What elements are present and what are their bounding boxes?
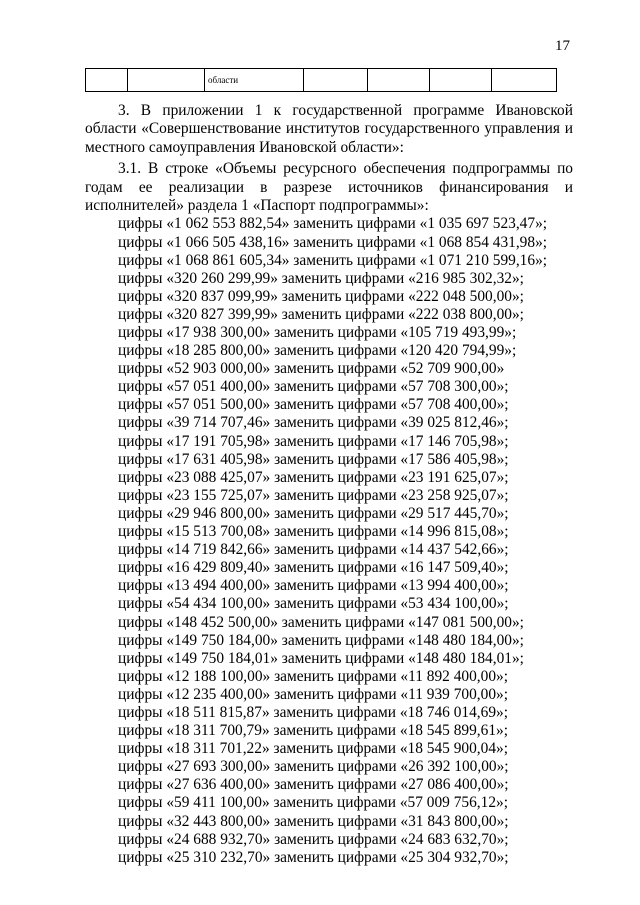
replacement-line: цифры «59 411 100,00» заменить цифрами «57 009 756,12»;	[118, 794, 508, 812]
table-row	[86, 69, 557, 92]
replacement-line: цифры «320 837 099,99» заменить цифрами «222 048 500,00»;	[118, 287, 524, 305]
page-number: 17	[555, 38, 570, 54]
replacement-line: цифры «23 155 725,07» заменить цифрами «23 258 925,07»;	[118, 486, 509, 504]
replacement-line: цифры «24 688 932,70» заменить цифрами «24 683 632,70»;	[118, 830, 509, 848]
replacement-line: цифры «54 434 100,00» заменить цифрами «53 434 100,00»;	[118, 595, 509, 613]
replacement-line: цифры «18 311 701,22» заменить цифрами «18 545 900,04»;	[118, 740, 508, 758]
table-cell	[492, 69, 557, 92]
replacement-line: цифры «27 693 300,00» заменить цифрами «26 392 100,00»;	[118, 758, 509, 776]
replacement-line: цифры «320 260 299,99» заменить цифрами «216 985 302,32»;	[118, 269, 524, 287]
replacement-line: цифры «18 511 815,87» заменить цифрами «18 746 014,69»;	[118, 703, 508, 721]
replacement-line: цифры «14 719 842,66» заменить цифрами «14 437 542,66»;	[118, 541, 509, 559]
replacement-line: цифры «17 631 405,98» заменить цифрами «17 586 405,98»;	[118, 450, 509, 468]
paragraph-item-3-1: 3.1. В строке «Объемы ресурсного обеспечения подпрограммы по годам ее реализации в разрезе источников финансирования и исполнителей» раздела 1 «Паспорт подпрограммы»:	[85, 160, 573, 215]
replacement-line: цифры «15 513 700,08» заменить цифрами «14 996 815,08»;	[118, 523, 509, 541]
document-body	[85, 99, 573, 867]
paragraph-item-3: 3. В приложении 1 к государственной программе Ивановской области «Совершенствование институтов государственного управления и местного самоуправления Ивановской области»:	[85, 102, 573, 156]
table-cell	[304, 69, 368, 92]
replacement-line: цифры «1 068 861 605,34» заменить цифрами «1 071 210 599,16»;	[118, 251, 548, 269]
replacement-line: цифры «149 750 184,01» заменить цифрами «148 480 184,01»;	[118, 649, 524, 667]
replacement-line: цифры «25 310 232,70» заменить цифрами «25 304 932,70»;	[118, 848, 509, 866]
replacement-line: цифры «57 051 400,00» заменить цифрами «57 708 300,00»;	[118, 378, 509, 396]
replacement-line: цифры «52 903 000,00» заменить цифрами «52 709 900,00»	[118, 360, 505, 378]
replacement-line: цифры «18 285 800,00» заменить цифрами «120 420 794,99»;	[118, 342, 517, 360]
replacement-line: цифры «149 750 184,00» заменить цифрами «148 480 184,00»;	[118, 631, 524, 649]
table-cell	[86, 69, 128, 92]
replacement-line: цифры «1 062 553 882,54» заменить цифрами «1 035 697 523,47»;	[118, 215, 548, 233]
table-fragment	[85, 68, 557, 92]
replacement-line: цифры «39 714 707,46» заменить цифрами «39 025 812,46»;	[118, 414, 509, 432]
replacement-line: цифры «23 088 425,07» заменить цифрами «23 191 625,07»;	[118, 468, 509, 486]
replacement-line: цифры «32 443 800,00» заменить цифрами «31 843 800,00»;	[118, 812, 509, 830]
replacement-line: цифры «29 946 800,00» заменить цифрами «29 517 445,70»;	[118, 504, 509, 522]
replacement-line: цифры «16 429 809,40» заменить цифрами «16 147 509,40»;	[118, 559, 509, 577]
replacement-line: цифры «12 188 100,00» заменить цифрами «11 892 400,00»;	[118, 667, 508, 685]
table-cell	[430, 69, 492, 92]
replacement-list	[85, 215, 573, 866]
replacement-line: цифры «57 051 500,00» заменить цифрами «57 708 400,00»;	[118, 396, 509, 414]
replacement-line: цифры «18 311 700,79» заменить цифрами «18 545 899,61»;	[118, 722, 508, 740]
table-cell	[368, 69, 430, 92]
table-cell	[128, 69, 205, 92]
replacement-line: цифры «1 066 505 438,16» заменить цифрами «1 068 854 431,98»;	[118, 233, 548, 251]
replacement-line: цифры «13 494 400,00» заменить цифрами «13 994 400,00»;	[118, 577, 509, 595]
replacement-line: цифры «148 452 500,00» заменить цифрами «147 081 500,00»;	[118, 613, 524, 631]
replacement-line: цифры «17 191 705,98» заменить цифрами «17 146 705,98»;	[118, 432, 509, 450]
replacement-line: цифры «320 827 399,99» заменить цифрами «222 038 800,00»;	[118, 305, 524, 323]
table-cell: области	[205, 69, 304, 92]
replacement-line: цифры «17 938 300,00» заменить цифрами «105 719 493,99»;	[118, 324, 517, 341]
replacement-line: цифры «12 235 400,00» заменить цифрами «11 939 700,00»;	[118, 685, 508, 703]
replacement-line: цифры «27 636 400,00» заменить цифрами «27 086 400,00»;	[118, 776, 509, 794]
